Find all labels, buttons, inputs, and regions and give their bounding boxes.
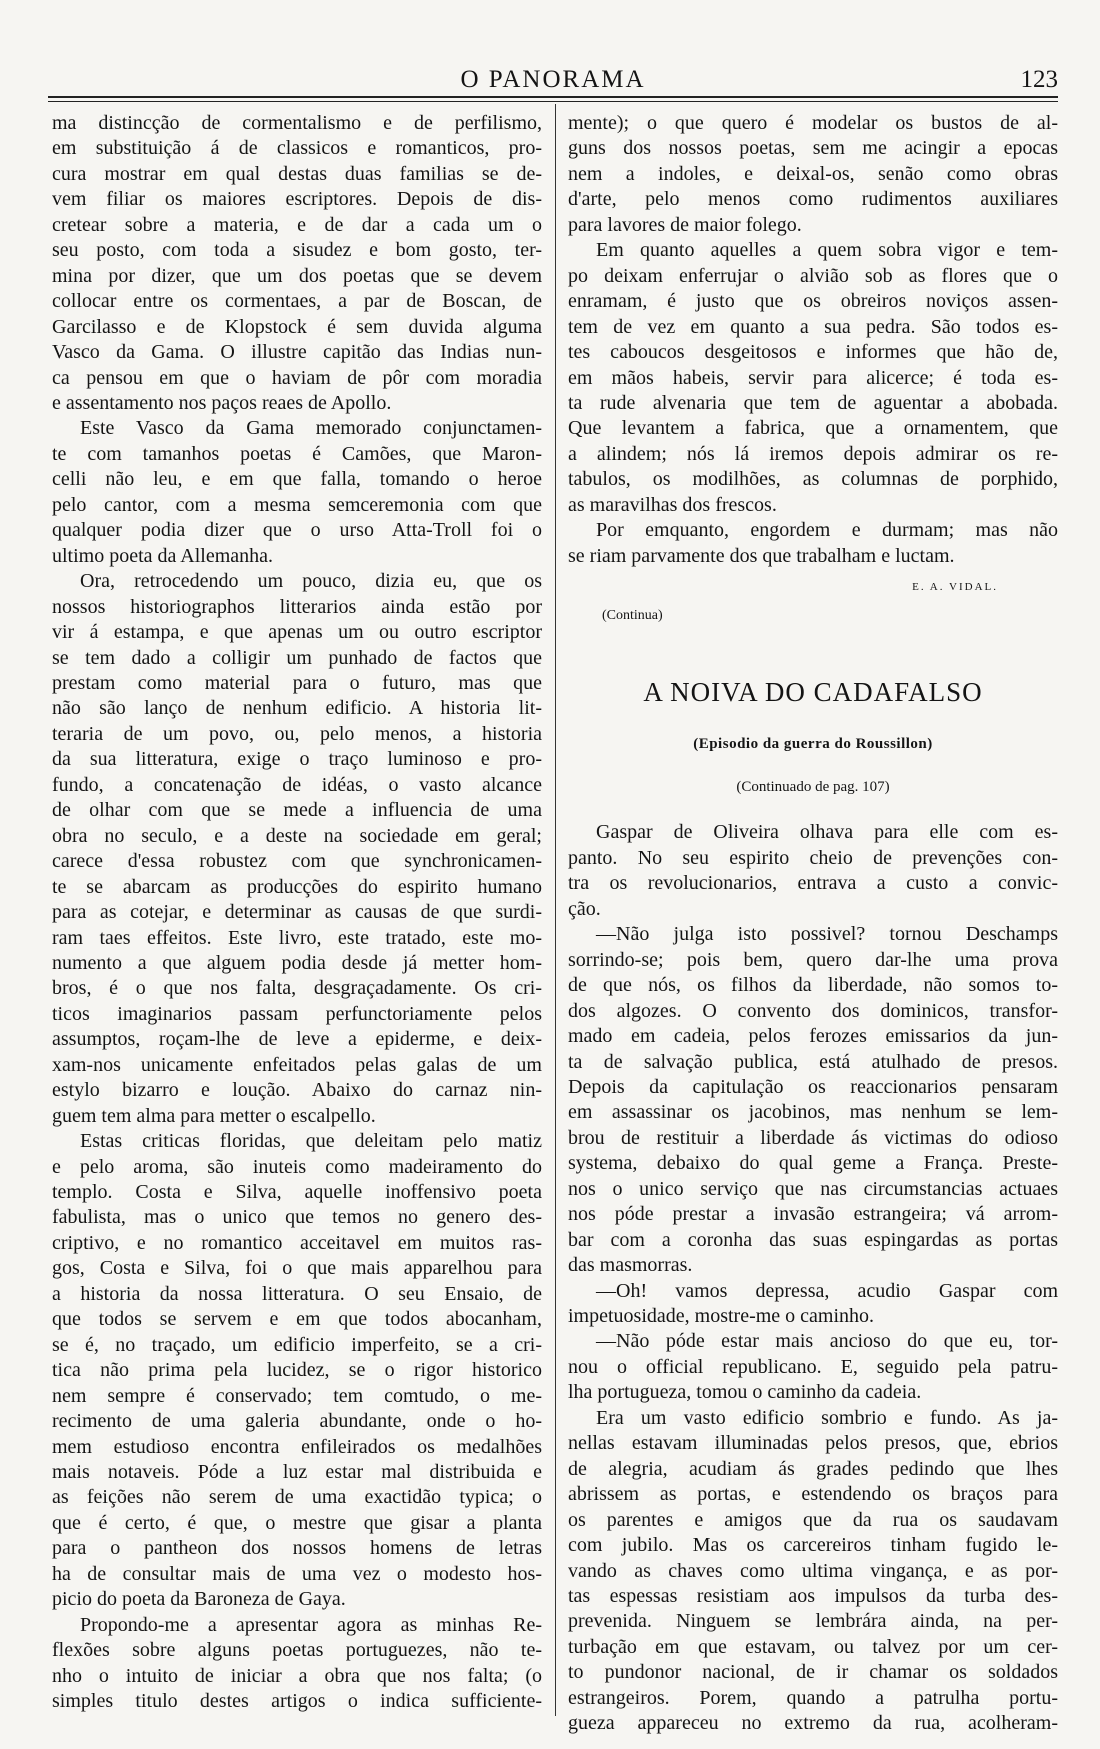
text-line: para as cotejar, e determinar as causas de que surdi- [52,901,542,924]
text-line: não são lanço de nenhum edificio. A historia lit- [52,697,542,720]
page-number: 123 [1020,66,1058,93]
text-line: se riam parvamente dos que trabalham e luctam. [568,544,955,567]
text-line: em mãos habeis, servir para alicerce; é toda es- [568,366,1058,389]
text-line: para o pantheon dos nossos homens de letras [52,1537,542,1560]
text-line: em assassinar os jacobinos, mas nenhum se lem- [568,1101,1058,1124]
text-line: numento a que alguem podia desde já metter hom- [52,951,542,974]
author-signature: E. A. VIDAL. [912,581,998,594]
story-continued-note: (Continuado de pag. 107) [736,778,890,795]
text-line: cretear sobre a materia, e de dar a cada um o [52,213,542,236]
text-line: de que nós, os filhos da liberdade, não somos to- [568,974,1058,997]
text-line: nos póde prestar a invasão estrangeira; vá arrom- [568,1203,1058,1226]
text-line: gueza appareceu no extremo da rua, acolheram- [568,1712,1058,1735]
text-line: Vasco da Gama. O illustre capitão das Indias nun- [52,341,542,364]
text-line: ram taes effeitos. Este livro, este tratado, este mo- [52,926,542,949]
text-line: Este Vasco da Gama memorado conjunctamen- [80,417,542,440]
text-line: a historia da nossa litteratura. O seu Ensaio, de [52,1282,542,1305]
text-line: de olhar com que se mede a influencia de uma [52,799,542,822]
journal-title: O PANORAMA [460,66,646,93]
text-line: ultimo poeta da Allemanha. [52,544,274,567]
text-line: recimento de uma galeria abundante, onde o ho- [52,1410,542,1433]
text-line: vando as chaves como ultima vingança, e as por- [568,1559,1058,1582]
text-line: gos, Costa e Silva, foi o que mais apparelhou para [52,1257,542,1280]
story-text [568,820,1058,1736]
text-line: guns dos nossos poetas, sem me acingir a epocas [568,137,1058,160]
text-line: a alindem; nós lá iremos depois admirar os re- [568,442,1058,465]
text-line: de alegria, acudiam ás grades pedindo que lhes [568,1457,1058,1480]
text-line: Por emquanto, engordem e durmam; mas não [596,519,1058,542]
text-line: te se abarcam as producções do espirito humano [52,875,542,898]
text-line: panto. No seu espirito cheio de prevenções con- [568,846,1058,869]
text-line: da sua litteratura, exige o traço luminoso e pro- [52,748,542,771]
text-line: criptivo, e no romantico acceitavel em muitos ras- [52,1231,542,1254]
text-line: estylo bizarro e loução. Abaixo do carnaz nin- [52,1079,542,1102]
text-line: simples titulo destes artigos o indica sufficiente- [52,1690,542,1713]
text-line: nem a indoles, e deixal-os, senão como obras [568,162,1058,185]
text-line: Depois da capitulação os reaccionarios pensaram [568,1075,1058,1098]
text-line: em substituição á de classicos e romanticos, pro- [52,137,542,160]
text-line: nellas estavam illuminadas pelos presos, que, ebrios [568,1432,1058,1455]
text-line: vir á estampa, e que apenas um ou outro escriptor [52,621,542,644]
text-line: to pundonor nacional, de ir chamar os soldados [568,1661,1058,1684]
text-line: com jubilo. Mas os carcereiros tinham fugido le- [568,1534,1058,1557]
text-line: xam-nos unicamente enfeitados pelas galas de um [52,1053,542,1076]
text-line: Ora, retrocedendo um pouco, dizia eu, que os [80,570,542,593]
text-line: nho o intuito de iniciar a obra que nos falta; (o [52,1664,542,1687]
text-line: pelo cantor, com a mesma semceremonia com que [52,493,542,516]
right-column [568,111,1058,1737]
text-line: estrangeiros. Porem, quando a patrulha portu- [568,1686,1058,1709]
text-line: obra no seculo, e a deste na sociedade em geral; [52,824,542,847]
text-line: fabulista, mas o unico que temos no genero des- [52,1206,542,1229]
text-line: que é certo, é que, o mestre que gisar a planta [52,1511,542,1534]
text-line: que todos se servem e em que todos abocanham, [52,1308,542,1331]
text-line: —Não julga isto possivel? tornou Deschamps [596,923,1058,946]
text-line: tas espessas resistiam aos impulsos da turba des- [568,1585,1058,1608]
text-line: mina por dizer, que um dos poetas que se devem [52,264,542,287]
text-line: as maravilhas dos frescos. [568,493,777,516]
text-line: Que levantem a fabrica, que a ornamentem, que [568,417,1058,440]
text-line: e assentamento nos paços reaes de Apollo. [52,391,392,414]
column-divider [555,104,556,1716]
header-rule-thin [48,101,1058,102]
story-subtitle: (Episodio da guerra do Roussillon) [693,735,933,752]
text-line: Em quanto aquelles a quem sobra vigor e tem- [596,239,1058,262]
text-line: tabulos, os modilhões, as columnas de porphido, [568,468,1058,491]
text-line: Garcilasso e de Klopstock é sem duvida alguma [52,315,542,338]
text-line: tem de vez em quanto a sua pedra. São todos es- [568,315,1058,338]
text-line: nossos historiographos litterarios ainda estão por [52,595,542,618]
text-line: nou o official republicano. E, seguido pela patru- [568,1355,1058,1378]
text-line: ticos imaginarios passam perfunctoriamente pelos [52,1002,542,1025]
text-line: nem sempre é conservado; tem comtudo, o me- [52,1384,542,1407]
text-line: mente); o que quero é modelar os bustos de al- [568,112,1058,134]
text-line: prevenida. Ninguem se lembrára ainda, na per- [568,1610,1058,1633]
text-line: —Não póde estar mais ancioso do que eu, tor- [596,1330,1058,1353]
text-line: dos algozes. O convento dos dominicos, transfor- [568,999,1058,1022]
left-column [52,111,542,1715]
text-line: Era um vasto edificio sombrio e fundo. As ja- [596,1406,1058,1429]
text-line: impetuosidade, mostre-me o caminho. [568,1305,875,1328]
text-line: d'arte, pelo menos como rudimentos auxiliares [568,188,1058,211]
text-line: collocar entre os cormentaes, a par de Boscan, de [52,290,542,313]
text-line: das masmorras. [568,1254,693,1277]
text-line: lha portugueza, tomou o caminho da cadeia. [568,1381,922,1404]
header-rule [48,96,1058,98]
text-line: guem tem alma para metter o escalpello. [52,1104,376,1127]
text-line: as feições não serem de uma exactidão typica; o [52,1486,542,1509]
text-line: enramam, é justo que os obreiros noviços assen- [568,290,1058,313]
text-line: se é, no traçado, um edificio imperfeito, se a cri- [52,1333,542,1356]
text-line: tes caboucos desgeitosos e informes que hão de, [568,341,1058,364]
text-line: Estas criticas floridas, que deleitam pelo matiz [80,1130,542,1153]
text-line: bar com a coronha das suas espingardas as portas [568,1228,1058,1251]
text-line: teraria de um povo, ou, pelo menos, a historia [52,722,542,745]
text-line: carece d'essa robustez com que synchronicamen- [52,850,542,873]
text-line: prestam como material para o futuro, mas que [52,671,542,694]
text-line: ção. [568,897,601,920]
text-line: brou de restituir a liberdade ás victimas do odioso [568,1126,1058,1149]
text-line: nos o unico serviço que nas circumstancias actuaes [568,1177,1058,1200]
text-line: Propondo-me a apresentar agora as minhas Re- [80,1613,542,1636]
text-line: ta rude alvenaria que tem de aguentar a abobada. [568,391,1058,414]
text-line: os parentes e amigos que da rua os saudavam [568,1508,1058,1531]
text-line: flexões sobre alguns poetas portuguezes, não te- [52,1639,542,1662]
text-line: bros, é o que nos falta, desgraçadamente. Os cri- [52,977,542,1000]
text-line: abrissem as portas, e estendendo os braços para [568,1483,1058,1506]
continua-note: (Continua) [602,607,663,623]
text-line: tra os revolucionarios, entrava a custo a convic- [568,872,1058,895]
text-line: ha de consultar mais de uma vez o modesto hos- [52,1562,542,1585]
text-line: se tem dado a colligir um punhado de factos que [52,646,542,669]
text-line: te com tamanhos poetas é Camões, que Maron- [52,442,542,465]
text-line: ta de salvação publica, está atulhado de presos. [568,1050,1058,1073]
text-line: —Oh! vamos depressa, acudio Gaspar com [596,1279,1058,1302]
text-line: mem estudioso encontra enfileirados os medalhões [52,1435,542,1458]
text-line: e pelo aroma, são inuteis como madeiramento do [52,1155,542,1178]
text-line: templo. Costa e Silva, aquelle inoffensivo poeta [52,1181,542,1204]
text-line: para lavores de maior folego. [568,213,802,236]
text-line: picio do poeta da Baroneza de Gaya. [52,1588,346,1611]
text-line: po deixam enferrujar o alvião sob as flores que o [568,264,1058,287]
story-title: A NOIVA DO CADAFALSO [643,677,983,708]
text-line: celli não leu, e em que falla, tomando o heroe [52,468,542,491]
text-line: qualquer podia dizer que o urso Atta-Troll foi o [52,519,542,542]
text-line: tica não prima pela lucidez, se o rigor historico [52,1359,542,1382]
text-line: systema, debaixo do qual geme a França. Preste- [568,1152,1058,1175]
text-line: mado em cadeia, pelos ferozes emissarios da jun- [568,1025,1058,1048]
text-line: cura mostrar em qual destas duas familias se de- [52,162,542,185]
text-line: turbação em que estavam, ou talvez por um cer- [568,1635,1058,1658]
text-line: mais notaveis. Póde a luz estar mal distribuida e [52,1461,542,1484]
text-line: ma distincção de cormentalismo e de perfilismo, [52,112,542,134]
text-line: vem filiar os maiores escriptores. Depois de dis- [52,188,542,211]
text-line: Gaspar de Oliveira olhava para elle com es- [596,821,1058,844]
text-line: fundo, a concatenação de idéas, o vasto alcance [52,773,542,796]
text-line: seu posto, com toda a sisudez e bom gosto, ter- [52,239,542,262]
text-line: sorrindo-se; pois bem, quero dar-lhe uma prova [568,948,1058,971]
essay-continuation [568,111,1058,569]
text-line: assumptos, roçam-lhe de leve a epiderme, e deix- [52,1028,542,1051]
text-line: ca pensou em que o haviam de pôr com moradia [52,366,542,389]
